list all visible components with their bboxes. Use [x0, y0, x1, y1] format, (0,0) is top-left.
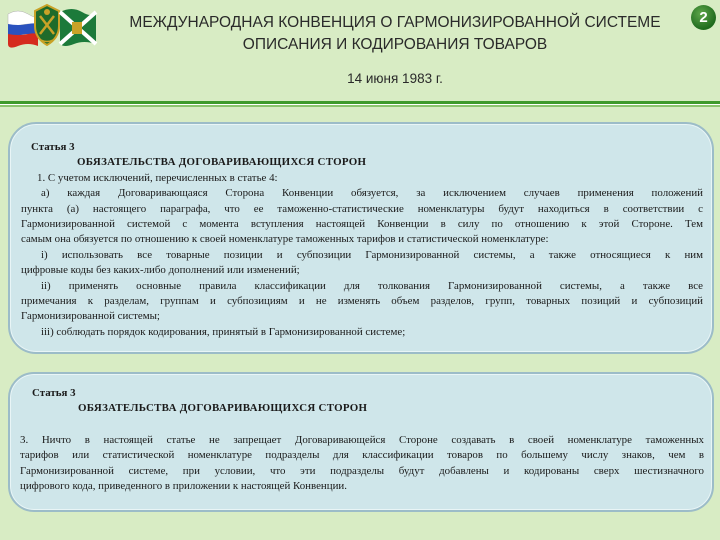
- article-heading: ОБЯЗАТЕЛЬСТВА ДОГОВАРИВАЮЩИХСЯ СТОРОН: [77, 156, 367, 169]
- article-label: Статья 3: [31, 141, 75, 153]
- item-ii-line: примечания к разделам, группам и субпозициям и не изменять объем разделов, групп, товарных позиций и субпозиций: [21, 295, 703, 308]
- article-3-panel-1: [8, 122, 714, 354]
- item-ii-line: Гармонизированной системы;: [21, 310, 160, 323]
- slide-title: [100, 12, 690, 56]
- slide-header: [0, 0, 720, 108]
- paragraph-1: 1. С учетом исключений, перечисленных в статье 4:: [37, 171, 278, 184]
- item-iii: iii) соблюдать порядок кодирования, принятый в Гармонизированной системе;: [41, 325, 406, 338]
- header-divider: [0, 101, 720, 108]
- customs-flag-icon: [58, 4, 98, 50]
- paragraph-3-line: 3. Ничто в настоящей статье не запрещает Договаривающейся Стороне создавать в своей номенклатуре таможенных: [20, 433, 704, 446]
- paragraph-3-line: Гармонизированной системе, при условии, что эти подразделы будут добавлены и кодированы сверх шестизначного: [20, 464, 704, 477]
- item-a-line: а) каждая Договаривающаяся Сторона Конвенции обязуется, за исключением случаев применения положений: [41, 187, 703, 200]
- item-i-line: i) использовать все товарные позиции и субпозиции Гармонизированной системы, а также относящиеся к ним: [41, 248, 703, 261]
- article-label: Статья 3: [32, 387, 76, 399]
- item-a-line: самым она обязуется по отношению к своей номенклатуре таможенных тарифов и статистической номенклатуре:: [21, 233, 549, 246]
- title-line-1: МЕЖДУНАРОДНАЯ КОНВЕНЦИЯ О ГАРМОНИЗИРОВАННОЙ СИСТЕМЕ: [129, 14, 661, 31]
- convention-date: 14 июня 1983 г.: [347, 71, 443, 86]
- item-a-line: Гармонизированной системой с момента вступления настоящей Конвенции в силу по отношению к этой Стороне. Тем: [21, 218, 703, 231]
- article-heading: ОБЯЗАТЕЛЬСТВА ДОГОВАРИВАЮЩИХСЯ СТОРОН: [78, 402, 368, 415]
- slide-number-badge: 2: [691, 5, 716, 30]
- item-a-line: пункта (а) настоящего параграфа, что ее таможенно-статистические номенклатуры будут находиться в соответствии с: [21, 202, 703, 215]
- paragraph-3-line: тарифов или статистической номенклатуре подразделы для классификации товаров по большему числу знаков, чем в: [20, 449, 704, 462]
- article-3-panel-2: [8, 372, 714, 512]
- title-line-2: ОПИСАНИЯ И КОДИРОВАНИЯ ТОВАРОВ: [242, 36, 548, 53]
- item-ii-line: ii) применять основные правила классификации для толкования Гармонизированной системы, а также все: [41, 279, 703, 292]
- paragraph-3-line: цифрового кода, приведенного в приложении к настоящей Конвенции.: [20, 480, 347, 493]
- item-i-line: цифровые коды без каких-либо дополнений или изменений;: [21, 264, 300, 277]
